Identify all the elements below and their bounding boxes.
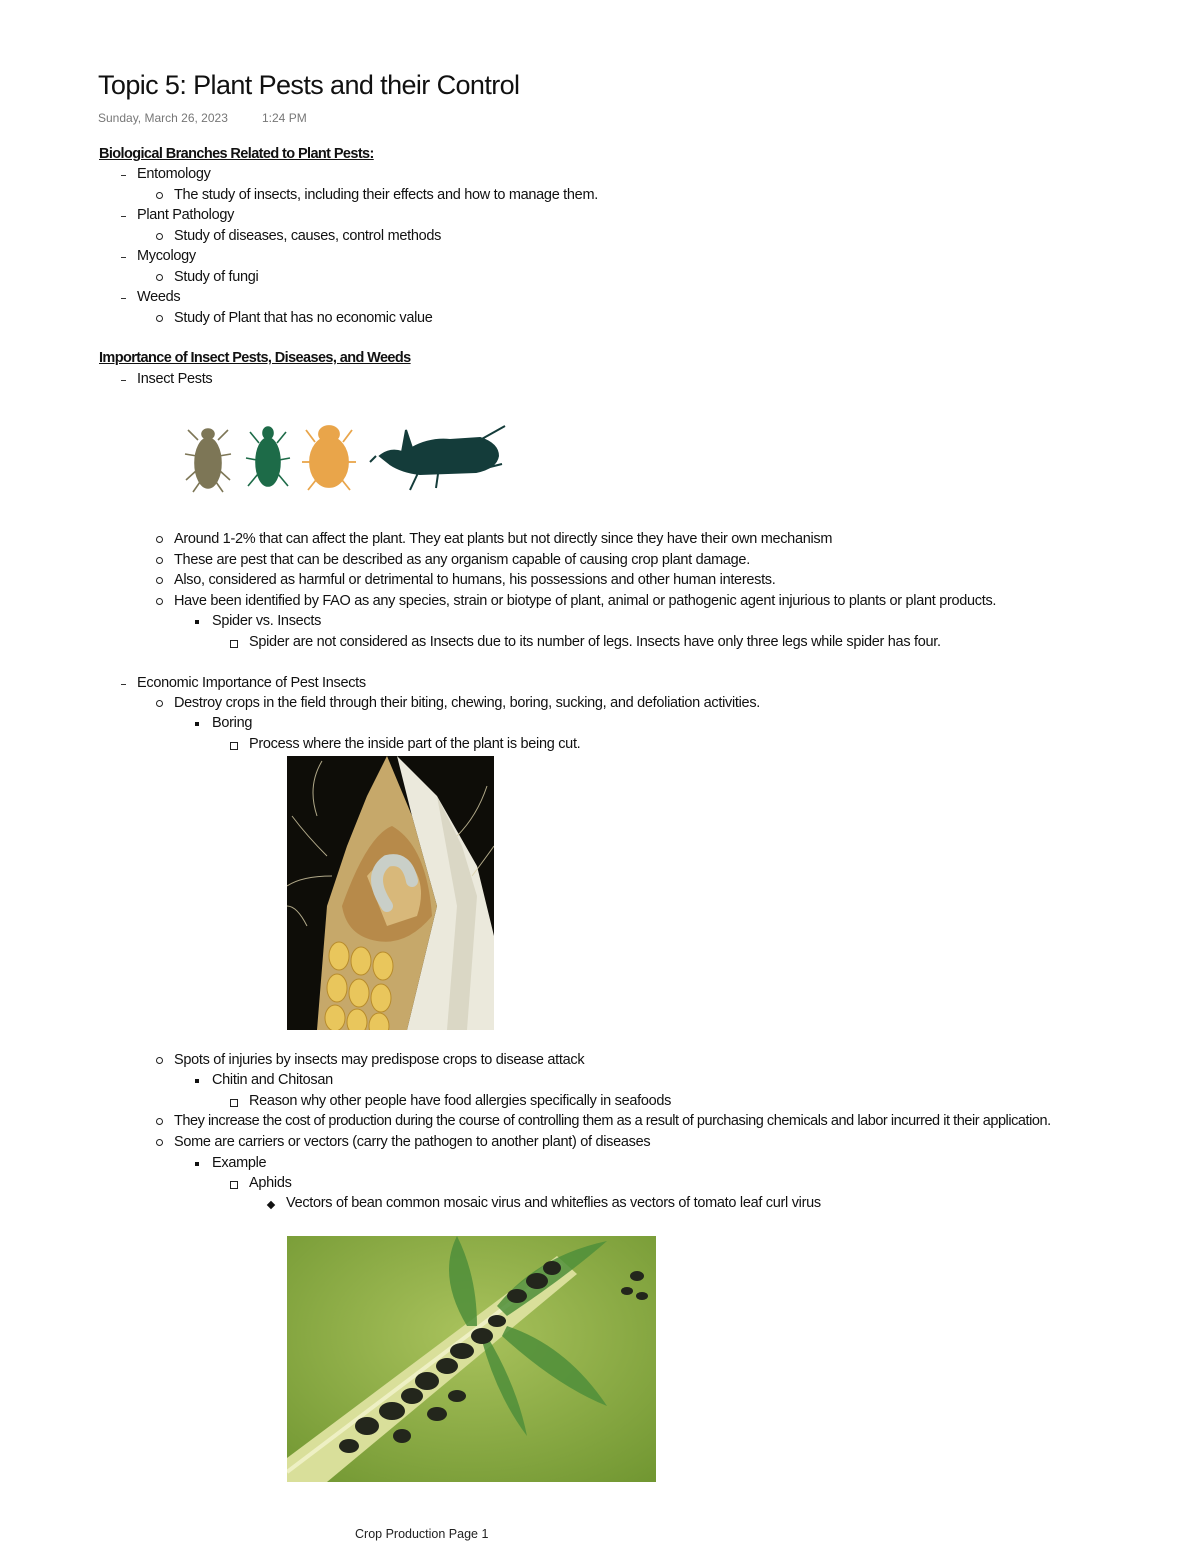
dash-bullet: [121, 380, 126, 381]
square-bullet: [195, 620, 199, 624]
list-item-chitin-def: Reason why other people have food allergies specifically in seafoods: [249, 1093, 672, 1109]
open-square-bullet: [230, 1099, 238, 1107]
page-date: Sunday, March 26, 2023: [98, 111, 228, 125]
circle-bullet: [156, 700, 163, 707]
circle-bullet: [156, 598, 163, 605]
list-item-plant-pathology: Plant Pathology: [137, 207, 235, 223]
list-item-around-percent: Around 1-2% that can affect the plant. They eat plants but not directly since they have their own mechanism: [174, 531, 833, 547]
orange-beetle-icon: [302, 426, 356, 490]
open-square-bullet: [230, 742, 238, 750]
circle-bullet: [156, 1057, 163, 1064]
rhinoceros-beetle-icon: [370, 426, 505, 490]
circle-bullet: [156, 315, 163, 322]
square-bullet: [195, 722, 199, 726]
brown-beetle-icon: [185, 429, 231, 492]
list-item-example: Example: [212, 1155, 267, 1171]
green-beetle-icon: [246, 427, 290, 486]
list-item-carriers: Some are carriers or vectors (carry the pathogen to another plant) of diseases: [174, 1134, 651, 1150]
list-item-economic-importance: Economic Importance of Pest Insects: [137, 675, 366, 691]
corn-borer-photo: [287, 756, 494, 1030]
page-time: 1:24 PM: [262, 111, 307, 125]
dash-bullet: [121, 175, 126, 176]
list-item-pest-description: These are pest that can be described as any organism capable of causing crop plant damage.: [174, 552, 750, 568]
square-bullet: [195, 1079, 199, 1083]
square-bullet: [195, 1162, 199, 1166]
list-item-spots-injuries: Spots of injuries by insects may predispose crops to disease attack: [174, 1052, 585, 1068]
list-item-vectors: Vectors of bean common mosaic virus and whiteflies as vectors of tomato leaf curl virus: [286, 1195, 821, 1211]
dash-bullet: [121, 298, 126, 299]
list-item-weeds: Weeds: [137, 289, 181, 305]
diamond-bullet: [267, 1201, 275, 1209]
list-item-harmful: Also, considered as harmful or detrimental to humans, his possessions and other human interests.: [174, 572, 776, 588]
open-square-bullet: [230, 1181, 238, 1189]
circle-bullet: [156, 1139, 163, 1146]
list-item-mycology-def: Study of fungi: [174, 269, 259, 285]
list-item-entomology: Entomology: [137, 166, 211, 182]
aphids-photo: [287, 1236, 656, 1482]
circle-bullet: [156, 274, 163, 281]
dash-bullet: [121, 684, 126, 685]
list-item-boring-def: Process where the inside part of the plant is being cut.: [249, 736, 581, 752]
page-footer: Crop Production Page 1: [355, 1527, 489, 1541]
list-item-spider-text: Spider are not considered as Insects due to its number of legs. Insects have only three legs while spider has four.: [249, 634, 941, 650]
circle-bullet: [156, 557, 163, 564]
list-item-entomology-def: The study of insects, including their effects and how to manage them.: [174, 187, 598, 203]
circle-bullet: [156, 192, 163, 199]
list-item-increase-cost: They increase the cost of production during the course of controlling them as a result of purchasing chemicals and labor incurred it their application.: [174, 1113, 1051, 1129]
corn-kernels: [325, 942, 393, 1030]
list-item-mycology: Mycology: [137, 248, 196, 264]
circle-bullet: [156, 1118, 163, 1125]
list-item-destroy-crops: Destroy crops in the field through their biting, chewing, boring, sucking, and defoliation activities.: [174, 695, 760, 711]
list-item-chitin: Chitin and Chitosan: [212, 1072, 333, 1088]
dash-bullet: [121, 257, 126, 258]
list-item-plant-pathology-def: Study of diseases, causes, control methods: [174, 228, 442, 244]
page-title: Topic 5: Plant Pests and their Control: [98, 70, 520, 100]
section-heading-biological-branches: Biological Branches Related to Plant Pests:: [99, 146, 374, 162]
circle-bullet: [156, 233, 163, 240]
open-square-bullet: [230, 640, 238, 648]
beetles-illustration: [180, 418, 510, 496]
circle-bullet: [156, 577, 163, 584]
list-item-weeds-def: Study of Plant that has no economic value: [174, 310, 433, 326]
circle-bullet: [156, 536, 163, 543]
list-item-fao: Have been identified by FAO as any species, strain or biotype of plant, animal or pathogenic agent injurious to plants or plant products.: [174, 593, 997, 609]
dash-bullet: [121, 216, 126, 217]
section-heading-importance: Importance of Insect Pests, Diseases, and Weeds: [99, 350, 411, 366]
list-item-insect-pests: Insect Pests: [137, 371, 213, 387]
list-item-boring: Boring: [212, 715, 253, 731]
list-item-spider-vs-insects: Spider vs. Insects: [212, 613, 322, 629]
list-item-aphids: Aphids: [249, 1175, 292, 1191]
